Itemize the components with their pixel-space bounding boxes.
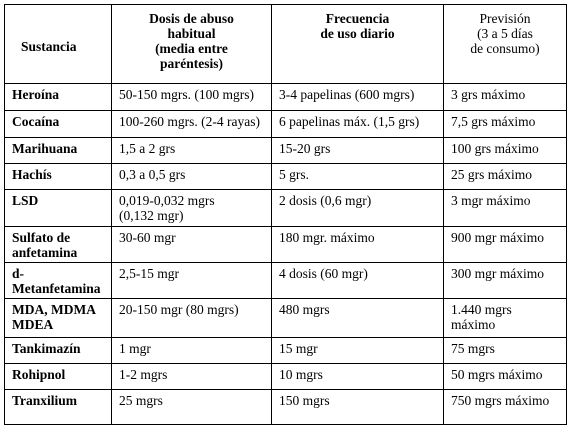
cell-dosis-text: 0,019-0,032 mgrs (0,132 mgr) bbox=[119, 193, 215, 223]
table-row bbox=[5, 299, 567, 338]
cell-prevision bbox=[444, 338, 567, 364]
cell-frecuencia-text: 180 mgr. máximo bbox=[279, 230, 375, 245]
cell-dosis-text: 30-60 mgr bbox=[119, 230, 176, 245]
cell-sustancia-text: Rohipnol bbox=[12, 367, 66, 382]
cell-prevision bbox=[444, 84, 567, 111]
header-prevision: Previsión (3 a 5 días de consumo) bbox=[444, 5, 567, 84]
cell-prevision bbox=[444, 164, 567, 190]
cell-prevision-text: 750 mgrs máximo bbox=[451, 393, 550, 408]
cell-frecuencia-text: 15-20 grs bbox=[279, 141, 331, 156]
cell-dosis bbox=[112, 364, 272, 390]
cell-sustancia bbox=[5, 390, 112, 425]
table-row bbox=[5, 338, 567, 364]
cell-frecuencia-text: 10 mgrs bbox=[279, 367, 323, 382]
cell-sustancia-text: Sulfato de anfetamina bbox=[12, 230, 78, 260]
table-header-row bbox=[5, 5, 567, 84]
cell-prevision-text: 25 grs máximo bbox=[451, 167, 532, 182]
cell-dosis-text: 50-150 mgrs. (100 mgrs) bbox=[119, 87, 254, 102]
cell-frecuencia bbox=[272, 299, 444, 338]
cell-sustancia bbox=[5, 164, 112, 190]
cell-frecuencia bbox=[272, 84, 444, 111]
cell-frecuencia bbox=[272, 111, 444, 138]
table-row bbox=[5, 164, 567, 190]
cell-sustancia bbox=[5, 227, 112, 263]
cell-frecuencia bbox=[272, 364, 444, 390]
cell-sustancia-text: Marihuana bbox=[12, 141, 78, 156]
cell-sustancia bbox=[5, 138, 112, 164]
cell-sustancia-text: Tankimazín bbox=[12, 341, 81, 356]
cell-dosis bbox=[112, 111, 272, 138]
cell-prevision-text: 1.440 mgrs máximo bbox=[451, 302, 512, 332]
cell-dosis bbox=[112, 190, 272, 227]
cell-dosis bbox=[112, 164, 272, 190]
cell-dosis bbox=[112, 138, 272, 164]
cell-dosis-text: 1 mgr bbox=[119, 341, 151, 356]
cell-sustancia-text: Heroína bbox=[12, 87, 59, 102]
cell-prevision-text: 100 grs máximo bbox=[451, 141, 539, 156]
cell-sustancia bbox=[5, 84, 112, 111]
cell-frecuencia bbox=[272, 138, 444, 164]
cell-sustancia bbox=[5, 263, 112, 299]
cell-frecuencia-text: 15 mgr bbox=[279, 341, 318, 356]
cell-sustancia-text: LSD bbox=[12, 193, 39, 208]
cell-prevision-text: 900 mgr máximo bbox=[451, 230, 544, 245]
cell-frecuencia bbox=[272, 263, 444, 299]
cell-prevision-text: 75 mgrs bbox=[451, 341, 495, 356]
table-row bbox=[5, 111, 567, 138]
cell-frecuencia-text: 6 papelinas máx. (1,5 grs) bbox=[279, 114, 420, 129]
cell-prevision-text: 50 mgrs máximo bbox=[451, 367, 543, 382]
substances-table bbox=[4, 4, 567, 425]
cell-frecuencia-text: 4 dosis (60 mgr) bbox=[279, 266, 368, 281]
cell-sustancia-text: Hachís bbox=[12, 167, 52, 182]
cell-dosis bbox=[112, 390, 272, 425]
cell-dosis bbox=[112, 299, 272, 338]
cell-sustancia-text: MDA, MDMA MDEA bbox=[12, 302, 96, 332]
header-dosis: Dosis de abuso habitual (media entre paréntesis) bbox=[112, 5, 272, 84]
cell-frecuencia-text: 3-4 papelinas (600 mgrs) bbox=[279, 87, 415, 102]
table-row bbox=[5, 227, 567, 263]
cell-prevision bbox=[444, 190, 567, 227]
cell-sustancia-text: Tranxilium bbox=[12, 393, 78, 408]
table-body bbox=[5, 84, 567, 425]
cell-sustancia bbox=[5, 111, 112, 138]
cell-dosis-text: 0,3 a 0,5 grs bbox=[119, 167, 186, 182]
header-sustancia: Sustancia bbox=[5, 5, 112, 84]
table-row bbox=[5, 364, 567, 390]
cell-sustancia bbox=[5, 190, 112, 227]
table-row bbox=[5, 84, 567, 111]
table-row bbox=[5, 263, 567, 299]
cell-dosis-text: 25 mgrs bbox=[119, 393, 163, 408]
cell-dosis-text: 20-150 mgr (80 mgrs) bbox=[119, 302, 239, 317]
table-row bbox=[5, 138, 567, 164]
cell-sustancia bbox=[5, 364, 112, 390]
cell-prevision bbox=[444, 111, 567, 138]
cell-prevision bbox=[444, 364, 567, 390]
cell-frecuencia-text: 150 mgrs bbox=[279, 393, 330, 408]
cell-frecuencia-text: 5 grs. bbox=[279, 167, 309, 182]
cell-frecuencia-text: 2 dosis (0,6 mgr) bbox=[279, 193, 372, 208]
cell-dosis-text: 2,5-15 mgr bbox=[119, 266, 179, 281]
cell-dosis bbox=[112, 263, 272, 299]
cell-prevision bbox=[444, 227, 567, 263]
cell-prevision bbox=[444, 263, 567, 299]
cell-prevision-text: 3 mgr máximo bbox=[451, 193, 531, 208]
cell-prevision-text: 3 grs máximo bbox=[451, 87, 526, 102]
cell-dosis-text: 100-260 mgrs. (2-4 rayas) bbox=[119, 114, 260, 129]
cell-sustancia bbox=[5, 338, 112, 364]
table-row bbox=[5, 190, 567, 227]
cell-prevision-text: 300 mgr máximo bbox=[451, 266, 544, 281]
cell-dosis-text: 1-2 mgrs bbox=[119, 367, 168, 382]
cell-dosis bbox=[112, 84, 272, 111]
cell-prevision bbox=[444, 299, 567, 338]
cell-prevision-text: 7,5 grs máximo bbox=[451, 114, 536, 129]
cell-dosis bbox=[112, 338, 272, 364]
cell-prevision bbox=[444, 390, 567, 425]
cell-frecuencia bbox=[272, 227, 444, 263]
cell-dosis bbox=[112, 227, 272, 263]
header-frecuencia: Frecuencia de uso diario bbox=[272, 5, 444, 84]
cell-frecuencia bbox=[272, 390, 444, 425]
cell-sustancia-text: Cocaína bbox=[12, 114, 60, 129]
cell-frecuencia-text: 480 mgrs bbox=[279, 302, 330, 317]
cell-prevision bbox=[444, 138, 567, 164]
cell-frecuencia bbox=[272, 338, 444, 364]
cell-frecuencia bbox=[272, 190, 444, 227]
table-row bbox=[5, 390, 567, 425]
cell-sustancia-text: d- Metanfetamina bbox=[12, 266, 101, 296]
cell-frecuencia bbox=[272, 164, 444, 190]
cell-sustancia bbox=[5, 299, 112, 338]
cell-dosis-text: 1,5 a 2 grs bbox=[119, 141, 176, 156]
